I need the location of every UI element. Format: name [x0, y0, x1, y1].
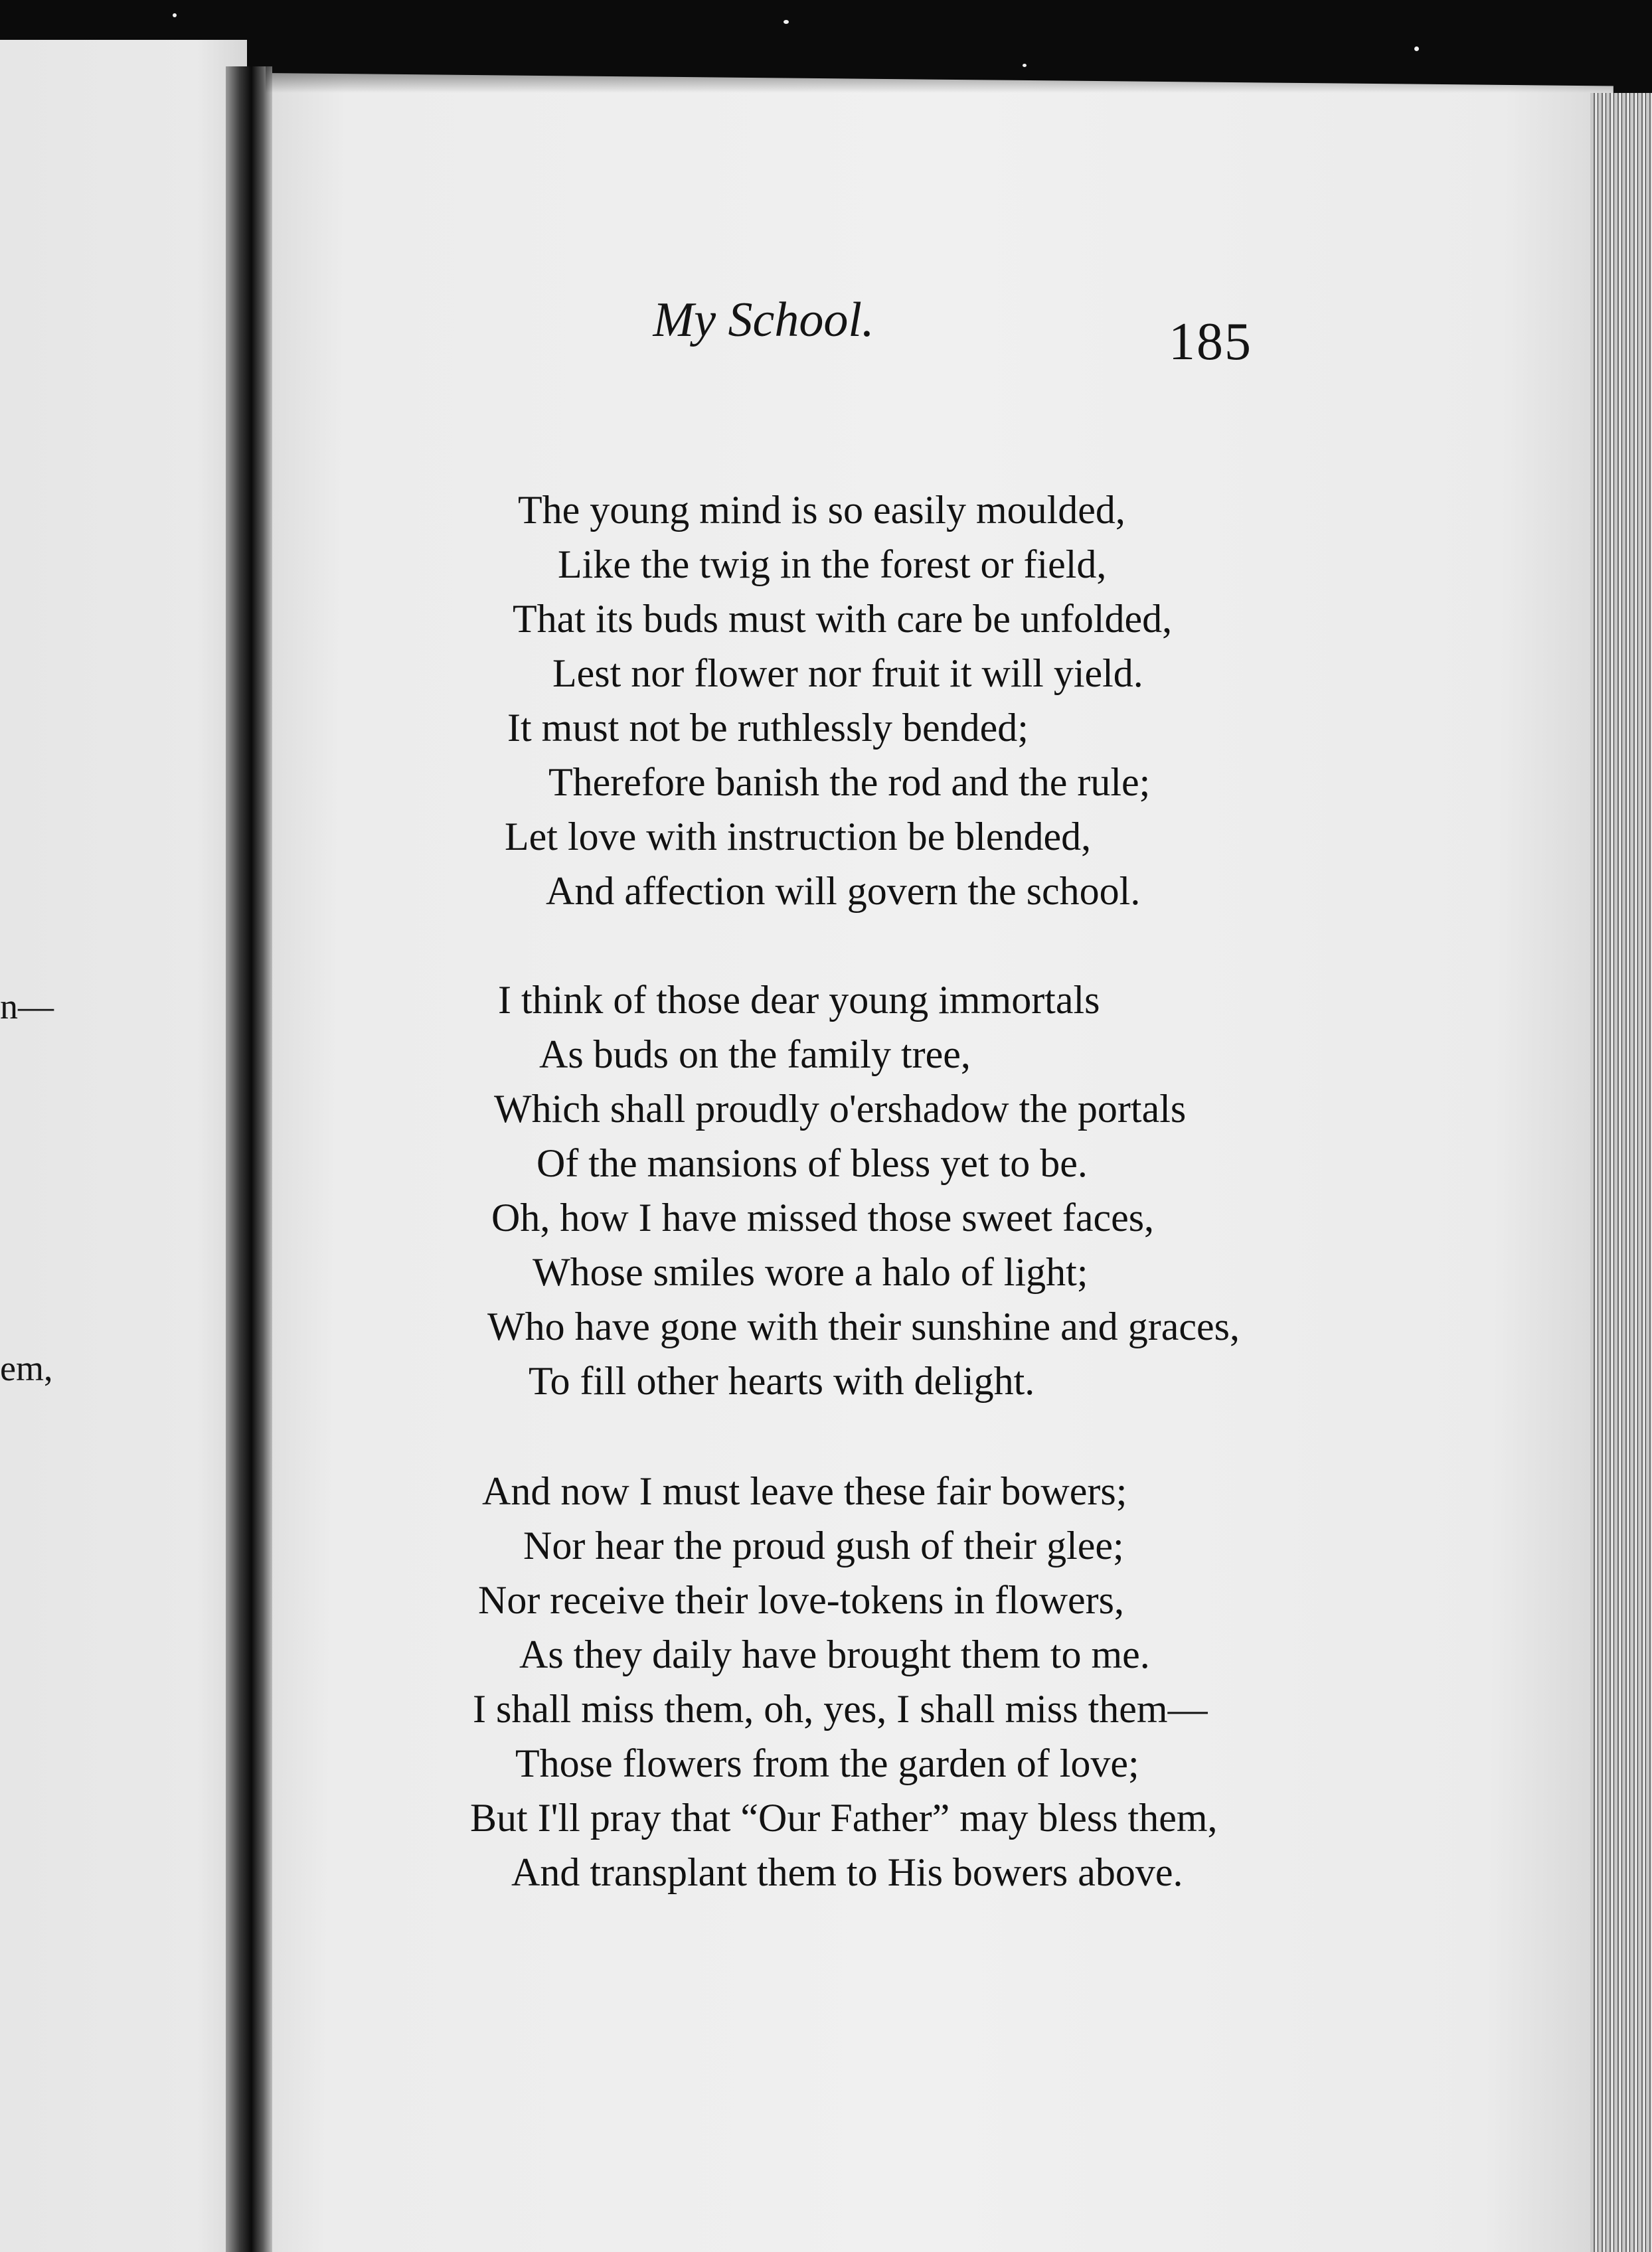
poem-line: But I'll pray that “Our Father” may bless them, — [470, 1796, 1218, 1840]
scan-speck — [784, 20, 789, 24]
scan-speck — [173, 13, 177, 17]
poem-line: Like the twig in the forest or field, — [558, 542, 1107, 586]
poem-line: The young mind is so easily moulded, — [518, 488, 1125, 532]
poem-line: Which shall proudly o'ershadow the portals — [494, 1087, 1187, 1131]
poem-line: Let love with instruction be blended, — [505, 815, 1092, 858]
poem-line: As buds on the family tree, — [539, 1032, 971, 1076]
poem-line: Whose smiles wore a halo of light; — [533, 1250, 1088, 1294]
scan-speck — [1023, 64, 1027, 67]
poem-line: As they daily have brought them to me. — [519, 1633, 1150, 1676]
left-page-fragment: em, — [0, 1348, 53, 1388]
poem-line: Oh, how I have missed those sweet faces, — [491, 1196, 1155, 1240]
poem-line: Those flowers from the garden of love; — [515, 1741, 1139, 1785]
poem-line: Nor hear the proud gush of their glee; — [523, 1524, 1124, 1568]
poem-line: Therefore banish the rod and the rule; — [548, 760, 1151, 804]
running-title: My School. — [653, 293, 874, 347]
poem-line: And transplant them to His bowers above. — [511, 1850, 1183, 1894]
top-shadow — [266, 40, 1652, 93]
poem-line: To fill other hearts with delight. — [529, 1359, 1035, 1403]
left-facing-page — [0, 40, 247, 2252]
page-edges — [1590, 93, 1652, 2252]
poem-line: And now I must leave these fair bowers; — [482, 1469, 1127, 1513]
poem-line: It must not be ruthlessly bended; — [507, 706, 1029, 750]
page-number: 185 — [1169, 313, 1252, 371]
poem-line: Nor receive their love-tokens in flowers, — [478, 1578, 1124, 1622]
poem-line: That its buds must with care be unfolded, — [513, 597, 1173, 641]
left-page-fragment: n— — [0, 987, 54, 1026]
poem-line: I shall miss them, oh, yes, I shall miss them— — [473, 1687, 1208, 1731]
poem-line: Lest nor flower nor fruit it will yield. — [552, 651, 1143, 695]
book-gutter — [226, 66, 272, 2252]
poem-line: Who have gone with their sunshine and graces, — [487, 1305, 1240, 1348]
scan-speck — [1414, 46, 1419, 51]
poem-line: I think of those dear young immortals — [498, 978, 1100, 1022]
poem-line: And affection will govern the school. — [546, 869, 1141, 913]
poem-line: Of the mansions of bless yet to be. — [537, 1141, 1088, 1185]
